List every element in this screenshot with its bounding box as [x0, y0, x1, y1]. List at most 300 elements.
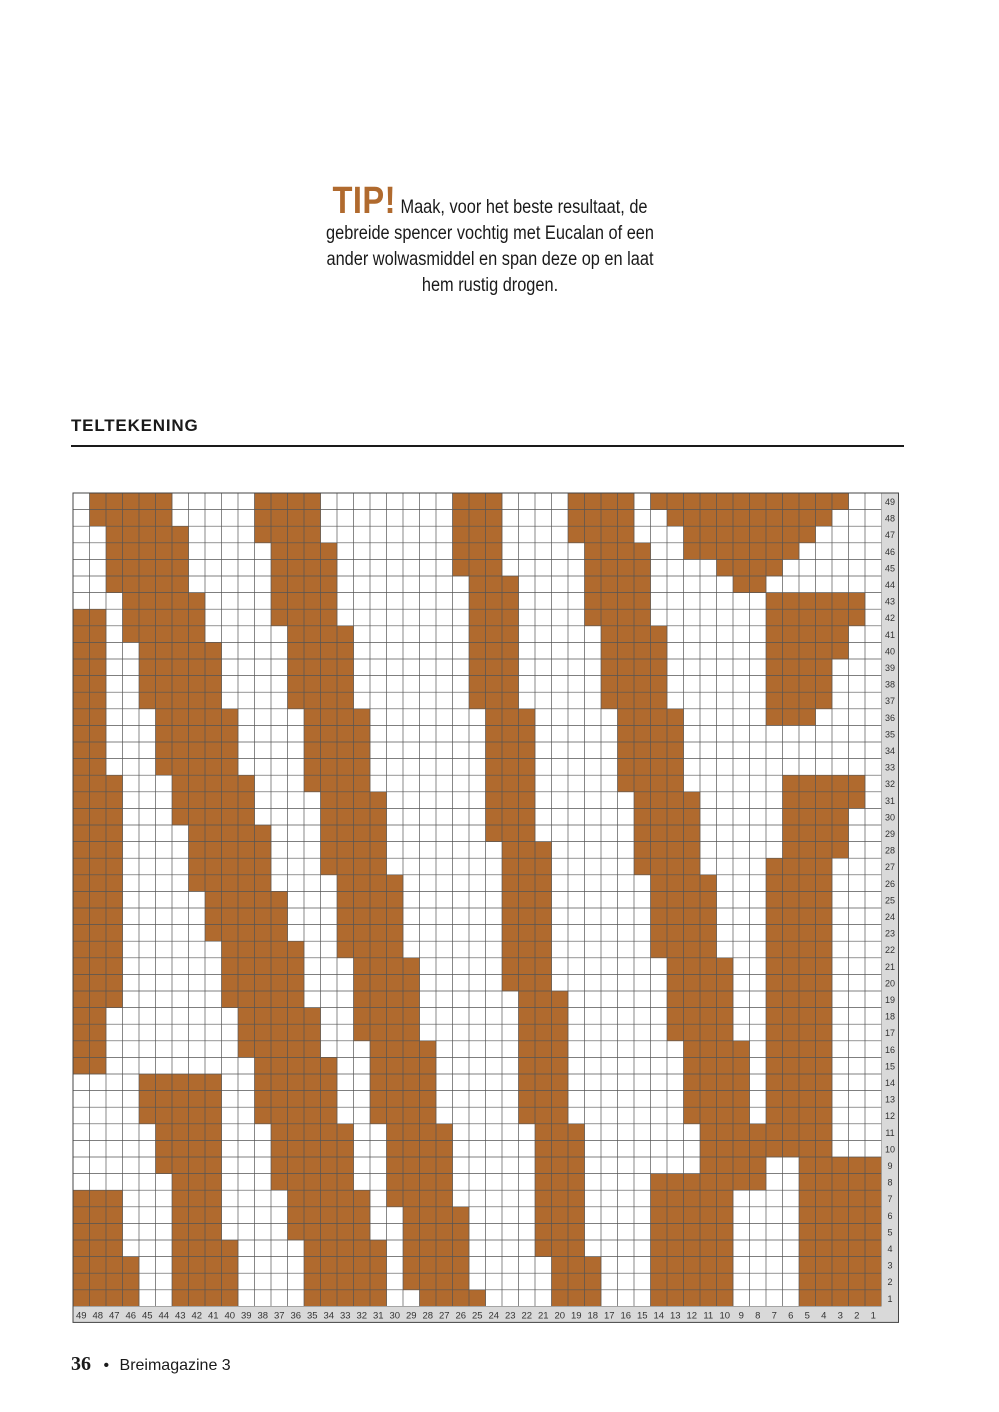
chart-cell-filled	[370, 1008, 387, 1025]
chart-cell-filled	[816, 1024, 833, 1041]
chart-cell-filled	[73, 958, 90, 975]
chart-cell-filled	[156, 692, 173, 709]
chart-cell-filled	[568, 510, 585, 527]
chart-cell-filled	[139, 609, 156, 626]
chart-cell-filled	[337, 1223, 354, 1240]
chart-cell-filled	[783, 1057, 800, 1074]
chart-cell-filled	[684, 842, 701, 859]
chart-cell-filled	[304, 1057, 321, 1074]
chart-cell-filled	[321, 742, 338, 759]
chart-cell-filled	[288, 1057, 305, 1074]
chart-cell-filled	[172, 742, 189, 759]
row-label: 6	[887, 1210, 893, 1221]
column-label: 9	[738, 1310, 744, 1322]
chart-cell-filled	[387, 958, 404, 975]
row-label: 9	[887, 1160, 893, 1171]
chart-cell-filled	[667, 725, 684, 742]
chart-cell-filled	[321, 1074, 338, 1091]
chart-cell-filled	[651, 692, 668, 709]
chart-cell-filled	[73, 891, 90, 908]
chart-cell-filled	[90, 709, 107, 726]
chart-cell-filled	[519, 808, 536, 825]
chart-cell-filled	[717, 1157, 734, 1174]
chart-cell-filled	[519, 1057, 536, 1074]
column-label: 8	[755, 1310, 761, 1322]
chart-cell-filled	[651, 642, 668, 659]
column-label: 45	[141, 1310, 153, 1322]
chart-cell-filled	[255, 1074, 272, 1091]
row-label: 22	[884, 945, 896, 956]
chart-cell-filled	[321, 1157, 338, 1174]
column-label: 17	[603, 1310, 615, 1322]
chart-cell-filled	[816, 1057, 833, 1074]
chart-cell-filled	[568, 1157, 585, 1174]
chart-cell-filled	[783, 493, 800, 510]
chart-cell-filled	[766, 510, 783, 527]
chart-cell-filled	[420, 1257, 437, 1274]
chart-cell-filled	[700, 1074, 717, 1091]
chart-cell-filled	[403, 958, 420, 975]
chart-cell-filled	[172, 593, 189, 610]
chart-cell-filled	[222, 925, 239, 942]
chart-cell-filled	[90, 792, 107, 809]
chart-cell-filled	[816, 991, 833, 1008]
chart-cell-filled	[387, 1041, 404, 1058]
chart-cell-filled	[436, 1290, 453, 1307]
chart-cell-filled	[156, 576, 173, 593]
chart-cell-filled	[222, 742, 239, 759]
chart-cell-filled	[90, 875, 107, 892]
chart-cell-filled	[486, 676, 503, 693]
chart-cell-filled	[436, 1140, 453, 1157]
chart-cell-filled	[634, 725, 651, 742]
chart-cell-filled	[354, 858, 371, 875]
chart-cell-filled	[255, 1008, 272, 1025]
chart-cell-filled	[205, 1207, 222, 1224]
page-number: 36	[71, 1353, 91, 1375]
chart-cell-filled	[387, 925, 404, 942]
chart-cell-filled	[90, 1257, 107, 1274]
chart-cell-filled	[799, 958, 816, 975]
chart-cell-filled	[585, 543, 602, 560]
chart-cell-filled	[205, 742, 222, 759]
chart-cell-filled	[288, 1091, 305, 1108]
column-label: 42	[191, 1310, 203, 1322]
chart-cell-filled	[667, 1008, 684, 1025]
chart-cell-filled	[90, 991, 107, 1008]
chart-cell-filled	[486, 609, 503, 626]
chart-cell-filled	[684, 493, 701, 510]
chart-cell-filled	[304, 1240, 321, 1257]
chart-cell-filled	[189, 642, 206, 659]
chart-cell-filled	[172, 759, 189, 776]
chart-cell-filled	[321, 808, 338, 825]
chart-cell-filled	[651, 1257, 668, 1274]
chart-cell-filled	[172, 808, 189, 825]
chart-cell-filled	[436, 1223, 453, 1240]
chart-cell-filled	[700, 1057, 717, 1074]
chart-cell-filled	[535, 991, 552, 1008]
chart-cell-filled	[222, 759, 239, 776]
chart-cell-filled	[106, 1223, 123, 1240]
chart-cell-filled	[304, 1074, 321, 1091]
chart-cell-filled	[651, 825, 668, 842]
chart-cell-filled	[172, 775, 189, 792]
chart-cell-filled	[321, 1174, 338, 1191]
chart-cell-filled	[783, 825, 800, 842]
chart-cell-filled	[799, 875, 816, 892]
chart-cell-filled	[568, 1190, 585, 1207]
chart-cell-filled	[799, 609, 816, 626]
chart-cell-filled	[502, 925, 519, 942]
chart-cell-filled	[189, 1223, 206, 1240]
chart-cell-filled	[288, 1207, 305, 1224]
chart-cell-filled	[189, 1074, 206, 1091]
chart-cell-filled	[519, 925, 536, 942]
chart-cell-filled	[304, 1273, 321, 1290]
chart-cell-filled	[783, 792, 800, 809]
column-label: 15	[636, 1310, 648, 1322]
chart-cell-filled	[222, 1273, 239, 1290]
chart-cell-filled	[601, 576, 618, 593]
chart-cell-filled	[271, 609, 288, 626]
chart-cell-filled	[73, 925, 90, 942]
chart-cell-filled	[337, 908, 354, 925]
row-label: 44	[884, 579, 896, 590]
row-label: 46	[884, 546, 896, 557]
chart-cell-filled	[816, 1290, 833, 1307]
column-label: 27	[438, 1310, 450, 1322]
chart-cell-filled	[717, 1057, 734, 1074]
chart-cell-filled	[222, 1240, 239, 1257]
chart-cell-filled	[189, 1124, 206, 1141]
chart-cell-filled	[700, 1290, 717, 1307]
chart-cell-filled	[634, 559, 651, 576]
chart-cell-filled	[90, 1290, 107, 1307]
column-label: 19	[570, 1310, 582, 1322]
chart-cell-filled	[354, 775, 371, 792]
chart-cell-filled	[832, 792, 849, 809]
chart-cell-filled	[849, 775, 866, 792]
chart-cell-filled	[766, 958, 783, 975]
chart-cell-filled	[73, 1273, 90, 1290]
chart-cell-filled	[370, 1240, 387, 1257]
chart-cell-filled	[321, 676, 338, 693]
chart-cell-filled	[733, 510, 750, 527]
chart-cell-filled	[634, 842, 651, 859]
chart-cell-filled	[486, 593, 503, 610]
chart-cell-filled	[535, 858, 552, 875]
chart-cell-filled	[799, 1157, 816, 1174]
chart-cell-filled	[304, 609, 321, 626]
chart-cell-filled	[799, 842, 816, 859]
chart-cell-filled	[205, 792, 222, 809]
chart-cell-filled	[783, 1107, 800, 1124]
column-label: 14	[653, 1310, 665, 1322]
chart-cell-filled	[90, 1273, 107, 1290]
chart-cell-filled	[700, 1091, 717, 1108]
chart-cell-filled	[420, 1057, 437, 1074]
chart-cell-filled	[255, 842, 272, 859]
chart-cell-filled	[238, 958, 255, 975]
chart-cell-filled	[238, 792, 255, 809]
chart-cell-filled	[717, 974, 734, 991]
chart-cell-filled	[271, 958, 288, 975]
chart-cell-filled	[238, 808, 255, 825]
chart-cell-filled	[139, 1074, 156, 1091]
tip-heading: TIP!	[332, 180, 396, 222]
chart-cell-filled	[337, 1174, 354, 1191]
chart-cell-filled	[337, 1140, 354, 1157]
chart-cell-filled	[618, 559, 635, 576]
chart-cell-filled	[156, 1157, 173, 1174]
chart-cell-filled	[700, 958, 717, 975]
row-label: 10	[884, 1144, 896, 1155]
chart-cell-filled	[651, 725, 668, 742]
chart-cell-filled	[337, 775, 354, 792]
chart-cell-filled	[106, 875, 123, 892]
chart-cell-filled	[453, 543, 470, 560]
chart-cell-filled	[156, 1091, 173, 1108]
chart-cell-filled	[189, 1207, 206, 1224]
chart-cell-filled	[766, 493, 783, 510]
chart-cell-filled	[783, 858, 800, 875]
chart-cell-filled	[172, 1190, 189, 1207]
chart-cell-filled	[123, 526, 140, 543]
chart-cell-filled	[403, 1057, 420, 1074]
chart-cell-filled	[387, 1157, 404, 1174]
chart-cell-filled	[816, 1140, 833, 1157]
row-label: 38	[884, 679, 896, 690]
chart-cell-filled	[189, 1107, 206, 1124]
chart-cell-filled	[832, 1223, 849, 1240]
column-label: 1	[870, 1310, 876, 1322]
chart-cell-filled	[601, 543, 618, 560]
chart-cell-filled	[271, 593, 288, 610]
chart-cell-filled	[205, 1107, 222, 1124]
chart-cell-filled	[799, 974, 816, 991]
chart-cell-filled	[535, 958, 552, 975]
chart-cell-filled	[288, 1008, 305, 1025]
chart-cell-filled	[205, 1074, 222, 1091]
chart-cell-filled	[370, 875, 387, 892]
chart-cell-filled	[519, 759, 536, 776]
chart-cell-filled	[634, 626, 651, 643]
chart-cell-filled	[469, 510, 486, 527]
chart-cell-filled	[205, 1174, 222, 1191]
chart-cell-filled	[139, 1107, 156, 1124]
chart-cell-filled	[73, 725, 90, 742]
chart-cell-filled	[106, 1207, 123, 1224]
chart-cell-filled	[139, 593, 156, 610]
chart-cell-filled	[172, 709, 189, 726]
chart-cell-filled	[502, 825, 519, 842]
chart-cell-filled	[618, 576, 635, 593]
chart-cell-filled	[304, 1257, 321, 1274]
chart-cell-filled	[172, 725, 189, 742]
chart-cell-filled	[238, 858, 255, 875]
chart-cell-filled	[271, 908, 288, 925]
chart-cell-filled	[502, 941, 519, 958]
chart-cell-filled	[90, 908, 107, 925]
chart-cell-filled	[865, 1190, 882, 1207]
chart-cell-filled	[832, 1273, 849, 1290]
chart-cell-filled	[337, 692, 354, 709]
chart-cell-filled	[717, 1290, 734, 1307]
chart-cell-filled	[832, 642, 849, 659]
chart-cell-filled	[337, 725, 354, 742]
chart-cell-filled	[321, 759, 338, 776]
chart-cell-filled	[717, 958, 734, 975]
column-label: 28	[422, 1310, 434, 1322]
chart-cell-filled	[370, 792, 387, 809]
chart-cell-filled	[783, 709, 800, 726]
chart-cell-filled	[453, 1207, 470, 1224]
chart-cell-filled	[799, 1074, 816, 1091]
chart-cell-filled	[684, 1091, 701, 1108]
chart-cell-filled	[601, 526, 618, 543]
chart-cell-filled	[337, 742, 354, 759]
chart-cell-filled	[189, 742, 206, 759]
chart-cell-filled	[354, 825, 371, 842]
chart-cell-filled	[486, 576, 503, 593]
chart-cell-filled	[552, 1207, 569, 1224]
chart-cell-filled	[651, 709, 668, 726]
chart-cell-filled	[799, 510, 816, 527]
chart-cell-filled	[799, 676, 816, 693]
chart-cell-filled	[172, 1091, 189, 1108]
chart-cell-filled	[700, 974, 717, 991]
chart-cell-filled	[469, 1290, 486, 1307]
tip-text-line-1: Maak, voor het beste resultaat, de	[400, 197, 648, 218]
chart-cell-filled	[73, 1223, 90, 1240]
chart-cell-filled	[849, 1223, 866, 1240]
chart-cell-filled	[73, 1240, 90, 1257]
chart-cell-filled	[552, 1124, 569, 1141]
chart-cell-filled	[90, 510, 107, 527]
chart-cell-filled	[535, 1107, 552, 1124]
chart-cell-filled	[634, 858, 651, 875]
chart-cell-filled	[519, 858, 536, 875]
chart-cell-filled	[370, 1091, 387, 1108]
chart-cell-filled	[684, 908, 701, 925]
row-label: 7	[887, 1194, 893, 1205]
chart-cell-filled	[271, 991, 288, 1008]
row-label: 33	[884, 762, 896, 773]
chart-cell-filled	[733, 493, 750, 510]
chart-cell-filled	[535, 842, 552, 859]
chart-cell-filled	[73, 609, 90, 626]
chart-cell-filled	[189, 692, 206, 709]
chart-cell-filled	[321, 842, 338, 859]
chart-cell-filled	[238, 925, 255, 942]
chart-cell-filled	[832, 842, 849, 859]
chart-cell-filled	[403, 1273, 420, 1290]
chart-cell-filled	[304, 1207, 321, 1224]
chart-cell-filled	[139, 659, 156, 676]
chart-cell-filled	[667, 759, 684, 776]
chart-cell-filled	[568, 1223, 585, 1240]
chart-cell-filled	[453, 510, 470, 527]
chart-cell-filled	[651, 808, 668, 825]
chart-cell-filled	[139, 543, 156, 560]
chart-cell-filled	[304, 642, 321, 659]
chart-cell-filled	[205, 1157, 222, 1174]
chart-cell-filled	[568, 1290, 585, 1307]
row-label: 16	[884, 1044, 896, 1055]
chart-cell-filled	[73, 659, 90, 676]
chart-cell-filled	[486, 709, 503, 726]
row-label: 47	[884, 530, 896, 541]
chart-cell-filled	[552, 1008, 569, 1025]
chart-cell-filled	[486, 526, 503, 543]
chart-cell-filled	[354, 842, 371, 859]
chart-cell-filled	[436, 1257, 453, 1274]
row-label: 34	[884, 745, 896, 756]
column-label: 5	[804, 1310, 810, 1322]
chart-cell-filled	[766, 609, 783, 626]
chart-cell-filled	[172, 609, 189, 626]
column-label: 25	[471, 1310, 483, 1322]
chart-cell-filled	[304, 1157, 321, 1174]
chart-cell-filled	[222, 991, 239, 1008]
chart-cell-filled	[684, 1174, 701, 1191]
chart-cell-filled	[700, 908, 717, 925]
chart-cell-filled	[337, 1290, 354, 1307]
chart-cell-filled	[552, 1140, 569, 1157]
chart-cell-filled	[288, 526, 305, 543]
chart-cell-filled	[783, 593, 800, 610]
chart-cell-filled	[156, 1074, 173, 1091]
chart-cell-filled	[255, 891, 272, 908]
row-label: 11	[885, 1127, 895, 1138]
chart-cell-filled	[403, 1223, 420, 1240]
chart-cell-filled	[502, 626, 519, 643]
chart-cell-filled	[288, 958, 305, 975]
chart-cell-filled	[799, 493, 816, 510]
chart-cell-filled	[189, 858, 206, 875]
column-label: 13	[669, 1310, 681, 1322]
chart-cell-filled	[651, 676, 668, 693]
chart-cell-filled	[90, 974, 107, 991]
chart-cell-filled	[238, 908, 255, 925]
chart-cell-filled	[634, 709, 651, 726]
chart-cell-filled	[73, 808, 90, 825]
column-label: 20	[554, 1310, 566, 1322]
column-label: 22	[521, 1310, 533, 1322]
chart-cell-filled	[684, 825, 701, 842]
chart-cell-filled	[832, 1207, 849, 1224]
chart-cell-filled	[205, 1290, 222, 1307]
chart-cell-filled	[667, 974, 684, 991]
chart-cell-filled	[783, 659, 800, 676]
chart-cell-filled	[799, 1041, 816, 1058]
chart-cell-filled	[486, 808, 503, 825]
chart-cell-filled	[700, 1207, 717, 1224]
column-label: 33	[339, 1310, 351, 1322]
column-label: 12	[686, 1310, 698, 1322]
chart-cell-filled	[73, 858, 90, 875]
chart-cell-filled	[222, 725, 239, 742]
chart-cell-filled	[139, 493, 156, 510]
chart-cell-filled	[783, 510, 800, 527]
chart-cell-filled	[849, 1257, 866, 1274]
chart-cell-filled	[90, 842, 107, 859]
chart-cell-filled	[634, 759, 651, 776]
row-label: 4	[887, 1243, 893, 1254]
chart-cell-filled	[354, 974, 371, 991]
chart-cell-filled	[337, 676, 354, 693]
